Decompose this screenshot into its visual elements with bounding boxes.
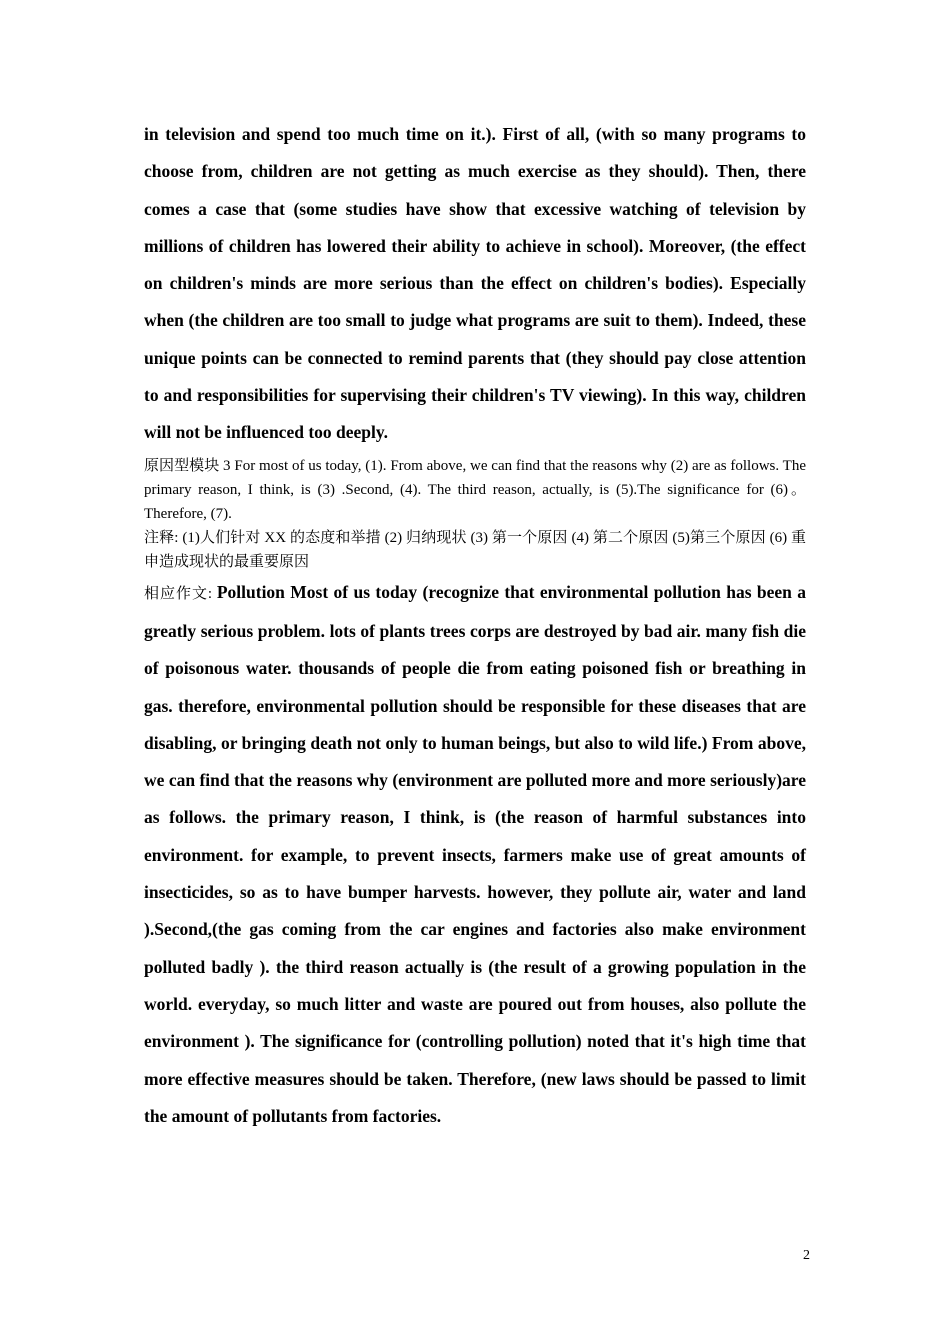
notes-paragraph: 注释: (1)人们针对 XX 的态度和举措 (2) 归纳现状 (3) 第一个原因 (4) 第二个原因 (5)第三个原因 (6) 重申造成现状的最重要原因: [144, 529, 806, 570]
essay-paragraph: [144, 574, 806, 1135]
page-number: 2: [803, 1248, 810, 1263]
continuation-paragraph: in television and spend too much time on it.). First of all, (with so many programs to choose from, children are not getting as much exercise as they should). Then, there comes a case that (some studies have show that excessive watching of television by millions of children has lowered their ability to achieve in school). Moreover, (the effect on children's minds are more serious than the effect on children's bodies). Especially when (the children are too small to judge what programs are suit to them). Indeed, these unique points can be connected to remind parents that (they should pay close attention to and responsibilities for supervising their children's TV viewing). In this way, children will not be influenced too deeply.: [144, 124, 806, 443]
template-heading: 原因型模块 3 For most of us today, (1). From above, we can find that the reasons why (2) are as follows. The primary reason, I think, is (3) .Second, (4). The third reason, actually, is (5).The significance for (6)。Therefore, (7).: [144, 457, 806, 522]
essay-label: 相应作文:: [144, 585, 217, 602]
essay-body: Pollution Most of us today (recognize that environmental pollution has been a greatly serious problem. lots of plants trees corps are destroyed by bad air. many fish die of poisonous water. thousands of people die from eating poisoned fish or breathing in gas. therefore, environmental pollution should be responsible for these diseases that are disabling, or bringing death not only to human beings, but also to wild life.) From above, we can find that the reasons why (environment are polluted more and more seriously)are as follows. the primary reason, I think, is (the reason of harmful substances into environment. for example, to prevent insects, farmers make use of great amounts of insecticides, so as to have bumper harvests. however, they pollute air, water and land ).Second,(the gas coming from the car engines and factories also make environment polluted badly ). the third reason actually is (the result of a growing population in the world. everyday, so much litter and waste are poured out from houses, also pollute the environment ). The significance for (controlling pollution) noted that it's high time that more effective measures should be taken. Therefore, (new laws should be passed to limit the amount of pollutants from factories.: [144, 581, 806, 1126]
page-content: [144, 116, 806, 1135]
